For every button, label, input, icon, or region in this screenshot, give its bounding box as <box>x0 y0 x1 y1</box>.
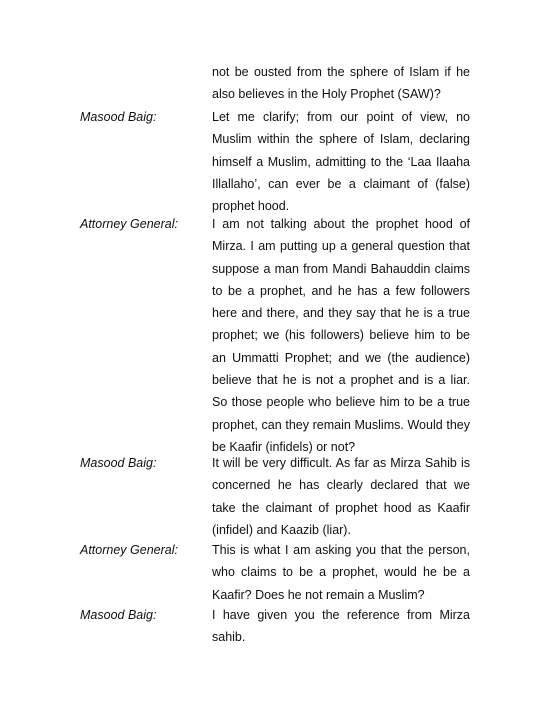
dialogue-text-line: Illallaho’, can ever be a claimant of (false) <box>212 176 470 191</box>
speaker-label: Attorney General: <box>80 217 178 231</box>
dialogue-text-line: sahib. <box>212 630 246 645</box>
dialogue-entry-attorney-general <box>80 539 470 606</box>
dialogue-text-line: prophet; we (his followers) believe him to be <box>212 328 470 343</box>
dialogue-text-line: Let me clarify; from our point of view, no <box>212 110 470 124</box>
dialogue-text-line: here and there, and they say that he is a true <box>212 306 470 321</box>
dialogue-text-line: also believes in the Holy Prophet (SAW)? <box>212 87 441 102</box>
dialogue-text-line: not be ousted from the sphere of Islam if he <box>212 65 470 79</box>
dialogue-text-line: himself a Muslim, admitting to the ‘Laa Ilaaha <box>212 154 470 169</box>
dialogue-text-line: Muslim within the sphere of Islam, declaring <box>212 132 470 147</box>
dialogue-text-line: Kaafir? Does he not remain a Muslim? <box>212 587 425 602</box>
dialogue-text-line: Mirza. I am putting up a general question that <box>212 239 470 254</box>
dialogue-text-line: believe that he is not a prophet and is a liar. <box>212 373 470 388</box>
dialogue-text-line: an Ummatti Prophet; and we (the audience) <box>212 350 470 365</box>
dialogue-text-line: be Kaafir (infidels) or not? <box>212 439 356 454</box>
speaker-label: Attorney General: <box>80 543 178 557</box>
speaker-label: Masood Baig: <box>80 608 157 622</box>
dialogue-entry-masood-baig <box>80 106 470 217</box>
dialogue-text-line: prophet, can they remain Muslims. Would they <box>212 417 470 432</box>
dialogue-text-line: concerned he has clearly declared that we <box>212 478 470 493</box>
dialogue-text-line: suppose a man from Mandi Bahauddin claims <box>212 261 470 276</box>
dialogue-entry-continuation <box>80 61 470 106</box>
dialogue-entry-masood-baig <box>80 604 470 649</box>
dialogue-text-line: who claims to be a prophet, would he be a <box>212 565 470 580</box>
dialogue-entry-attorney-general <box>80 213 470 458</box>
speaker-label: Masood Baig: <box>80 456 157 470</box>
dialogue-entry-masood-baig <box>80 452 470 541</box>
dialogue-text-line: I am not talking about the prophet hood of <box>212 217 470 231</box>
dialogue-text-line: prophet hood. <box>212 199 290 214</box>
dialogue-text-line: (infidel) and Kaazib (liar). <box>212 522 351 537</box>
dialogue-text-line: It will be very difficult. As far as Mirza Sahib is <box>212 456 470 470</box>
dialogue-text-line: to be a prophet, and he has a few followers <box>212 283 470 298</box>
dialogue-text-line: I have given you the reference from Mirza <box>212 608 470 622</box>
speaker-label: Masood Baig: <box>80 110 157 124</box>
dialogue-text-line: take the claimant of prophet hood as Kaafir <box>212 500 470 515</box>
dialogue-text-line: So those people who believe him to be a true <box>212 395 470 410</box>
dialogue-text-line: This is what I am asking you that the person, <box>212 543 470 557</box>
